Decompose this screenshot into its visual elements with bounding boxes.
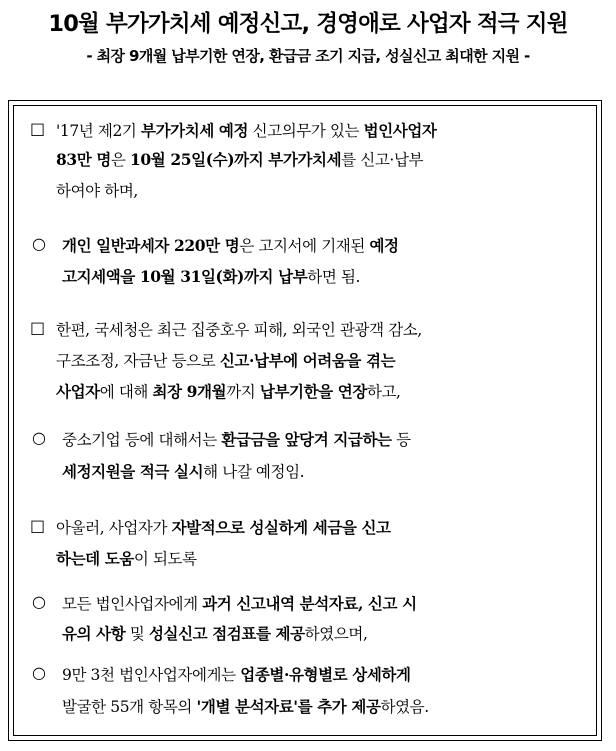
- text-line: [62, 460, 304, 482]
- body-text: 하고,: [366, 383, 401, 401]
- emphasis-text: 최장 9개월: [152, 382, 227, 401]
- square-bullet-icon: □: [30, 318, 45, 337]
- emphasis-text: 개인 일반과세자 220만 명: [62, 236, 240, 255]
- text-line: [56, 318, 422, 340]
- document-subtitle: - 최장 9개월 납부기한 연장, 환급금 조기 지급, 성실신고 최대한 지원 -: [86, 47, 530, 65]
- text-line: [56, 516, 391, 538]
- emphasis-text: 유의 사항: [62, 624, 126, 643]
- circle-bullet-icon: ○: [32, 234, 46, 253]
- text-line: [56, 380, 401, 402]
- body-text: 아울러, 사업자가: [56, 519, 172, 537]
- emphasis-text: 부가가치세 예정: [141, 121, 249, 140]
- body-text: 은 고지서에 기재된: [239, 237, 370, 255]
- body-text: 한편, 국세청은 최근 집중호우 피해, 외국인 관광객 감소,: [56, 321, 422, 339]
- emphasis-text: 자발적으로 성실하게 세금을 신고: [171, 518, 391, 537]
- emphasis-text: 고지세액을 10월 31일(화)까지 납부: [62, 267, 308, 286]
- text-line: [62, 622, 368, 644]
- body-text: 이 되도록: [133, 550, 197, 568]
- body-text: '17년 제2기: [56, 122, 142, 140]
- body-text: 모든 법인사업자에게: [62, 595, 203, 613]
- square-bullet-icon: □: [30, 516, 45, 535]
- body-text: 및: [125, 625, 149, 643]
- body-text: 9만 3천 법인사업자에게는: [62, 666, 241, 684]
- body-text: 등: [391, 431, 411, 449]
- emphasis-text: 예정: [369, 236, 399, 255]
- text-line: [62, 428, 411, 450]
- body-text: 하였음.: [380, 698, 429, 716]
- circle-bullet-icon: ○: [32, 592, 46, 611]
- emphasis-text: 83만 명: [56, 150, 111, 169]
- body-text: 하여야 하며,: [56, 182, 138, 200]
- body-text: 해 나갈 예정임.: [203, 463, 305, 481]
- body-text: 구조조정, 자금난 등으로: [56, 352, 220, 370]
- emphasis-text: 과거 신고내역 분석자료, 신고 시: [202, 594, 417, 613]
- text-line: [56, 119, 437, 141]
- text-line: [56, 148, 423, 170]
- text-line: [56, 547, 197, 569]
- emphasis-text: 성실신고 점검표를 제공: [148, 624, 305, 643]
- document-title: 10월 부가가치세 예정신고, 경영애로 사업자 적극 지원: [48, 11, 568, 37]
- text-line: [62, 663, 411, 685]
- text-line: [62, 234, 399, 256]
- emphasis-text: 납부기한을 연장: [259, 382, 367, 401]
- emphasis-text: 신고·납부에 어려움을 겪는: [219, 351, 396, 370]
- body-text: 를 신고·납부: [341, 151, 424, 169]
- body-text: 에 대해: [99, 383, 153, 401]
- square-bullet-icon: □: [30, 119, 45, 138]
- circle-bullet-icon: ○: [32, 428, 46, 447]
- body-text: 은: [110, 151, 131, 169]
- text-line: [56, 349, 395, 371]
- text-line: [62, 265, 360, 287]
- emphasis-text: 10월 25일(수)까지 부가가치세: [130, 150, 342, 169]
- emphasis-text: 법인사업자: [363, 121, 437, 140]
- text-line: [62, 592, 417, 614]
- body-text: 까지: [226, 383, 260, 401]
- body-text: 하면 됨.: [307, 268, 361, 286]
- emphasis-text: 업종별·유형별로 상세하게: [240, 665, 411, 684]
- emphasis-text: 세정지원을 적극 실시: [62, 462, 204, 481]
- text-line: [56, 179, 138, 201]
- body-text: 하였으며,: [304, 625, 368, 643]
- circle-bullet-icon: ○: [32, 663, 46, 682]
- body-text: 발굴한 55개 항목의: [62, 698, 197, 716]
- text-line: [62, 695, 429, 717]
- emphasis-text: 하는데 도움: [56, 549, 134, 568]
- emphasis-text: 환급금을 앞당겨 지급하는: [221, 430, 392, 449]
- emphasis-text: 사업자: [56, 382, 100, 401]
- body-text: 중소기업 등에 대해서는: [62, 431, 222, 449]
- emphasis-text: '개별 분석자료'를 추가 제공: [196, 697, 381, 716]
- body-text: 신고의무가 있는: [248, 122, 364, 140]
